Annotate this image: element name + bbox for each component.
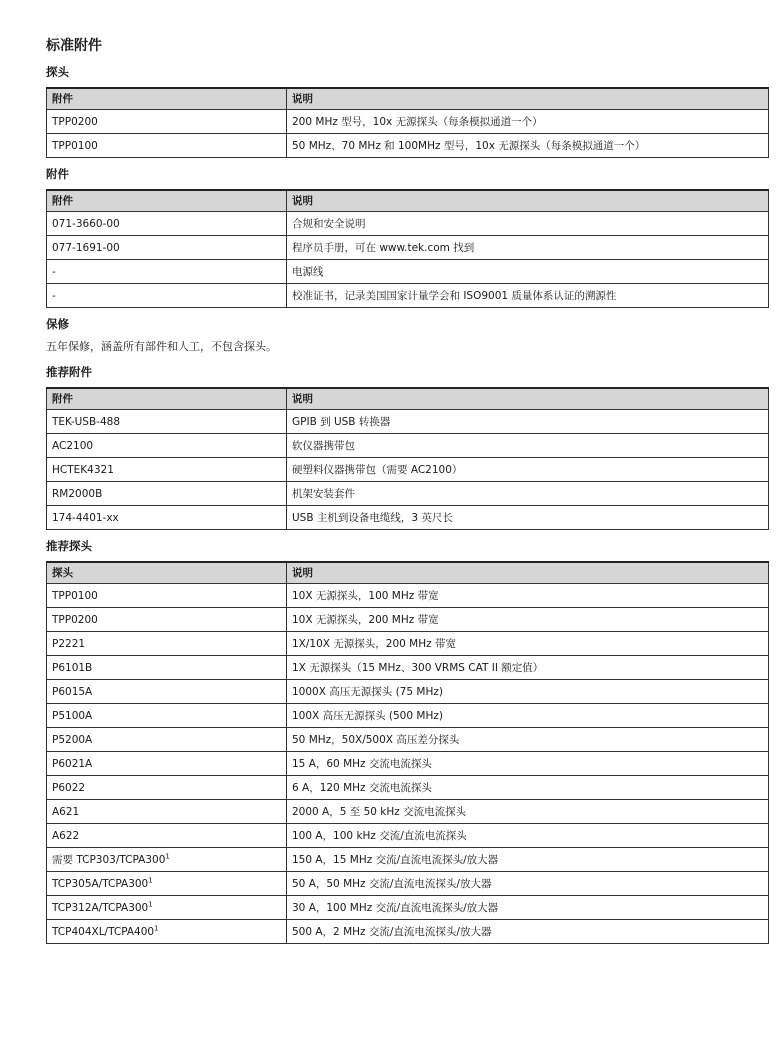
table-cell [47, 608, 287, 632]
model-name: TCP305A/TCPA300 [52, 877, 149, 890]
table-cell: 1X/10X 无源探头，200 MHz 带宽 [287, 632, 769, 656]
table-cell: USB 主机到设备电缆线，3 英尺长 [287, 506, 769, 530]
table-cell: 机架安装套件 [287, 482, 769, 506]
footnote-marker: 1 [165, 852, 170, 860]
table-cell: 200 MHz 型号，10x 无源探头（每条模拟通道一个） [287, 110, 769, 134]
table-cell [47, 728, 287, 752]
recommended-probes-heading: 推荐探头 [46, 539, 92, 553]
table-cell: TEK-USB-488 [47, 410, 287, 434]
model-name: 需要 TCP303/TCPA300 [52, 853, 166, 866]
table-row [47, 704, 769, 728]
table-cell [47, 920, 287, 944]
table-row [47, 458, 769, 482]
table-cell: 2000 A，5 至 50 kHz 交流电流探头 [287, 800, 769, 824]
column-header: 探头 [47, 562, 287, 584]
table-cell: TPP0100 [47, 134, 287, 158]
table-row [47, 506, 769, 530]
table-row [47, 260, 769, 284]
table-cell: 1000X 高压无源探头 (75 MHz) [287, 680, 769, 704]
table-cell: 071-3660-00 [47, 212, 287, 236]
table-cell: 150 A，15 MHz 交流/直流电流探头/放大器 [287, 848, 769, 872]
table-cell: - [47, 284, 287, 308]
table-cell [47, 848, 287, 872]
column-header: 附件 [47, 88, 287, 110]
table-cell: 50 MHz、70 MHz 和 100MHz 型号，10x 无源探头（每条模拟通道一个） [287, 134, 769, 158]
warranty-heading: 保修 [46, 317, 69, 331]
table-row [47, 920, 769, 944]
model-name: TPP0100 [52, 589, 98, 602]
table-row [47, 284, 769, 308]
model-name: TCP312A/TCPA300 [52, 901, 149, 914]
model-name: TCP404XL/TCPA400 [52, 925, 155, 938]
table-row [47, 212, 769, 236]
table-cell: 500 A，2 MHz 交流/直流电流探头/放大器 [287, 920, 769, 944]
table-row [47, 872, 769, 896]
footnote-marker: 1 [148, 900, 153, 908]
table-row [47, 608, 769, 632]
table-row [47, 848, 769, 872]
column-header: 说明 [287, 190, 769, 212]
table-cell: 50 A，50 MHz 交流/直流电流探头/放大器 [287, 872, 769, 896]
table-cell: 电源线 [287, 260, 769, 284]
table-cell: TPP0200 [47, 110, 287, 134]
accessories-heading: 附件 [46, 167, 69, 181]
table-row [47, 776, 769, 800]
table-cell [47, 776, 287, 800]
table-cell: 174-4401-xx [47, 506, 287, 530]
table-cell: 077-1691-00 [47, 236, 287, 260]
table-row [47, 110, 769, 134]
table-cell: AC2100 [47, 434, 287, 458]
table-cell [47, 800, 287, 824]
table-row [47, 752, 769, 776]
footnote-marker: 1 [148, 876, 153, 884]
column-header: 附件 [47, 388, 287, 410]
table-cell: 合规和安全说明 [287, 212, 769, 236]
table-row [47, 584, 769, 608]
model-name: A621 [52, 805, 80, 818]
model-name: P2221 [52, 637, 86, 650]
table-cell [47, 824, 287, 848]
table-row [47, 728, 769, 752]
model-name: P5100A [52, 709, 93, 722]
table-cell: 6 A，120 MHz 交流电流探头 [287, 776, 769, 800]
table-cell: 校准证书，记录美国国家计量学会和 ISO9001 质量体系认证的溯源性 [287, 284, 769, 308]
table-row [47, 434, 769, 458]
column-header: 说明 [287, 388, 769, 410]
table-cell: HCTEK4321 [47, 458, 287, 482]
model-name: TPP0200 [52, 613, 98, 626]
table-row [47, 410, 769, 434]
table-cell: 软仪器携带包 [287, 434, 769, 458]
table-cell: 100X 高压无源探头 (500 MHz) [287, 704, 769, 728]
recommended-accessories-heading: 推荐附件 [46, 365, 92, 379]
table-row [47, 896, 769, 920]
table-cell [47, 872, 287, 896]
column-header: 说明 [287, 562, 769, 584]
document-page [46, 36, 768, 952]
table-cell: 1X 无源探头（15 MHz、300 VRMS CAT II 额定值） [287, 656, 769, 680]
table-row [47, 236, 769, 260]
table-cell [47, 632, 287, 656]
table-cell: 硬塑料仪器携带包（需要 AC2100） [287, 458, 769, 482]
table-cell [47, 656, 287, 680]
footnote-marker: 1 [154, 924, 159, 932]
table-row [47, 824, 769, 848]
table-cell [47, 680, 287, 704]
table-cell: 30 A，100 MHz 交流/直流电流探头/放大器 [287, 896, 769, 920]
probes-heading: 探头 [46, 65, 69, 79]
table-cell [47, 896, 287, 920]
table-cell: 程序员手册，可在 www.tek.com 找到 [287, 236, 769, 260]
model-name: P5200A [52, 733, 93, 746]
recommended-accessories-table [46, 387, 769, 530]
table-row [47, 800, 769, 824]
table-cell: 50 MHz，50X/500X 高压差分探头 [287, 728, 769, 752]
table-cell [47, 584, 287, 608]
table-cell [47, 752, 287, 776]
table-cell: 10X 无源探头，100 MHz 带宽 [287, 584, 769, 608]
table-cell: - [47, 260, 287, 284]
column-header: 说明 [287, 88, 769, 110]
probes-table [46, 87, 769, 158]
table-cell: 10X 无源探头，200 MHz 带宽 [287, 608, 769, 632]
table-row [47, 482, 769, 506]
table-row [47, 680, 769, 704]
recommended-probes-table [46, 561, 769, 944]
page-title: 标准附件 [46, 38, 102, 54]
table-row [47, 656, 769, 680]
table-row [47, 632, 769, 656]
model-name: P6101B [52, 661, 93, 674]
accessories-table [46, 189, 769, 308]
table-row [47, 134, 769, 158]
model-name: P6015A [52, 685, 93, 698]
table-cell: 15 A，60 MHz 交流电流探头 [287, 752, 769, 776]
table-cell: RM2000B [47, 482, 287, 506]
table-cell: GPIB 到 USB 转换器 [287, 410, 769, 434]
table-cell [47, 704, 287, 728]
warranty-text: 五年保修，涵盖所有部件和人工，不包含探头。 [46, 340, 277, 353]
model-name: P6022 [52, 781, 86, 794]
model-name: A622 [52, 829, 80, 842]
model-name: P6021A [52, 757, 93, 770]
column-header: 附件 [47, 190, 287, 212]
table-cell: 100 A，100 kHz 交流/直流电流探头 [287, 824, 769, 848]
